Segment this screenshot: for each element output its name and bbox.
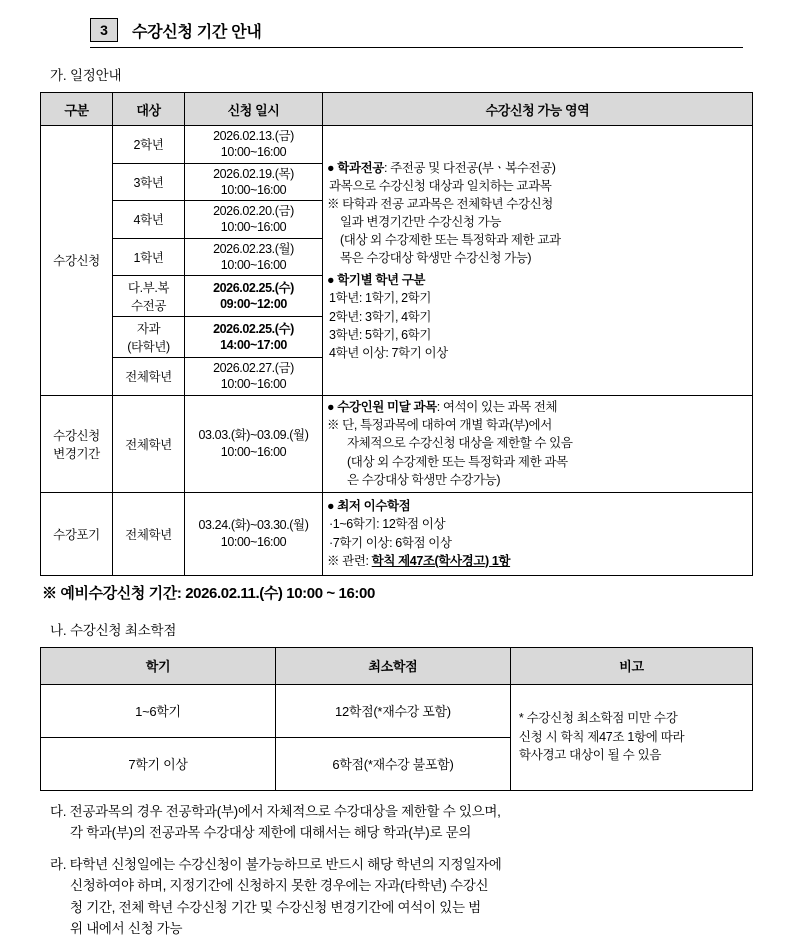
table-row [41, 684, 753, 737]
cell-area-change [323, 395, 753, 492]
cell-date-ownmajor-other: 2026.02.25.(수) 14:00~17:00 [185, 317, 323, 358]
cell-target-ownmajor-other: 자과 (타학년) [113, 317, 185, 358]
schedule-table [40, 92, 753, 576]
cell-division-withdraw: 수강포기 [41, 492, 113, 575]
footnote-d-line2: 신청하여야 하며, 지정기간에 신청하지 못한 경우에는 자과(타학년) 수강신 [70, 878, 489, 894]
area-change-note3: (대상 외 수강제한 또는 특정학과 제한 과목 [347, 454, 568, 469]
cell-target-change: 전체학년 [113, 395, 185, 492]
minimum-credit-table [40, 647, 753, 791]
area-bullet-major: ● 학과전공: 주전공 및 다전공(부ㆍ복수전공) [327, 160, 556, 175]
cell-remark [510, 684, 752, 790]
area-change-note4: 은 수강대상 학생만 수강가능) [347, 472, 501, 487]
cell-target-multimajor: 다.부.복 수전공 [113, 276, 185, 317]
col-header-area: 수강신청 가능 영역 [323, 93, 753, 126]
footnote-d-line1: 라. 타학년 신청일에는 수강신청이 불가능하므로 반드시 해당 학년의 지정일자에 [50, 856, 502, 872]
area-semester-line1: 1학년: 1학기, 2학기 [329, 291, 431, 306]
cell-semester-7plus: 7학기 이상 [41, 737, 276, 790]
cell-date-grade3: 2026.02.19.(목) 10:00~16:00 [185, 163, 323, 201]
area-bullet-semester: ● 학기별 학년 구분 [327, 273, 426, 288]
footnote-d [50, 854, 753, 940]
table-row [41, 492, 753, 575]
area-mincredit-note: ※ 관련: 학칙 제47조(학사경고) 1항 [327, 553, 511, 568]
cell-date-multimajor: 2026.02.25.(수) 09:00~12:00 [185, 276, 323, 317]
table-row [41, 126, 753, 164]
cell-area-registration [323, 126, 753, 396]
area-note-line4: 목은 수강대상 학생만 수강신청 가능) [340, 251, 532, 266]
pre-registration-notice: ※ 예비수강신청 기간: 2026.02.11.(수) 10:00 ~ 16:00 [42, 584, 375, 602]
document-header [90, 18, 743, 48]
cell-target-grade2: 2학년 [113, 126, 185, 164]
cell-division-registration: 수강신청 [41, 126, 113, 396]
cell-division-change: 수강신청 변경기간 [41, 395, 113, 492]
col-header-target: 대상 [113, 93, 185, 126]
area-semester-line3: 3학년: 5학기, 6학기 [329, 327, 431, 342]
footnote-c [50, 801, 753, 844]
cell-date-withdraw: 03.24.(화)~03.30.(월) 10:00~16:00 [185, 492, 323, 575]
cell-target-grade4: 4학년 [113, 201, 185, 239]
area-semester-line2: 2학년: 3학기, 4학기 [329, 309, 431, 324]
cell-semester-1-6: 1~6학기 [41, 684, 276, 737]
col-header-semester: 학기 [41, 647, 276, 684]
cell-date-grade4: 2026.02.20.(금) 10:00~16:00 [185, 201, 323, 239]
footnote-d-line4: 위 내에서 신청 가능 [70, 921, 183, 937]
cell-target-withdraw: 전체학년 [113, 492, 185, 575]
footnote-d-line3: 청 기간, 전체 학년 수강신청 기간 및 수강신청 변경기간에 여석이 있는 범 [70, 899, 481, 915]
subsection-a-label: 가. 일정안내 [50, 68, 122, 83]
page-title: 수강신청 기간 안내 [132, 23, 262, 41]
area-note-line1: ※ 타학과 전공 교과목은 전체학년 수강신청 [327, 196, 553, 211]
cell-target-grade1: 1학년 [113, 238, 185, 276]
table-header-row [41, 93, 753, 126]
area-bullet-undersubscribed: ● 수강인원 미달 과목: 여석이 있는 과목 전체 [327, 400, 558, 415]
area-semester-line4: 4학년 이상: 7학기 이상 [329, 345, 448, 360]
area-bullet-mincredit: ● 최저 이수학점 [327, 499, 411, 514]
cell-date-grade1: 2026.02.23.(월) 10:00~16:00 [185, 238, 323, 276]
area-change-note1: ※ 단, 특정과목에 대하여 개별 학과(부)에서 [327, 418, 552, 433]
area-mincredit-line2: ·7학기 이상: 6학점 이상 [329, 535, 452, 550]
remark-line1: * 수강신청 최소학점 미만 수강 [518, 710, 678, 725]
remark-line2: 신청 시 학칙 제47조 1항에 따라 [518, 729, 685, 744]
area-note-line3: (대상 외 수강제한 또는 특정학과 제한 교과 [340, 233, 561, 248]
cell-credit-7plus: 6학점(*재수강 불포함) [275, 737, 510, 790]
cell-area-withdraw [323, 492, 753, 575]
col-header-division: 구분 [41, 93, 113, 126]
subsection-b-label: 나. 수강신청 최소학점 [50, 622, 177, 638]
col-header-mincredit: 최소학점 [275, 647, 510, 684]
footnote-c-line2: 각 학과(부)의 전공과목 수강대상 제한에 대해서는 해당 학과(부)로 문의 [70, 825, 472, 841]
col-header-remark: 비고 [510, 647, 752, 684]
cell-date-allgrades: 2026.02.27.(금) 10:00~16:00 [185, 358, 323, 396]
remark-line3: 학사경고 대상이 될 수 있음 [518, 748, 662, 763]
area-mincredit-line1: ·1~6학기: 12학점 이상 [329, 517, 446, 532]
cell-target-grade3: 3학년 [113, 163, 185, 201]
footnote-c-line1: 다. 전공과목의 경우 전공학과(부)에서 자체적으로 수강대상을 제한할 수 있으며, [50, 803, 501, 819]
table-header-row [41, 647, 753, 684]
area-major-line2: 과목으로 수강신청 대상과 일치하는 교과목 [329, 178, 552, 193]
section-number-badge: 3 [90, 18, 118, 42]
cell-target-allgrades: 전체학년 [113, 358, 185, 396]
col-header-datetime: 신청 일시 [185, 93, 323, 126]
table-row [41, 395, 753, 492]
area-change-note2: 자체적으로 수강신청 대상을 제한할 수 있음 [347, 436, 573, 451]
area-note-line2: 일과 변경기간만 수강신청 가능 [340, 214, 501, 229]
cell-date-change: 03.03.(화)~03.09.(월) 10:00~16:00 [185, 395, 323, 492]
cell-credit-1-6: 12학점(*재수강 포함) [275, 684, 510, 737]
cell-date-grade2: 2026.02.13.(금) 10:00~16:00 [185, 126, 323, 164]
